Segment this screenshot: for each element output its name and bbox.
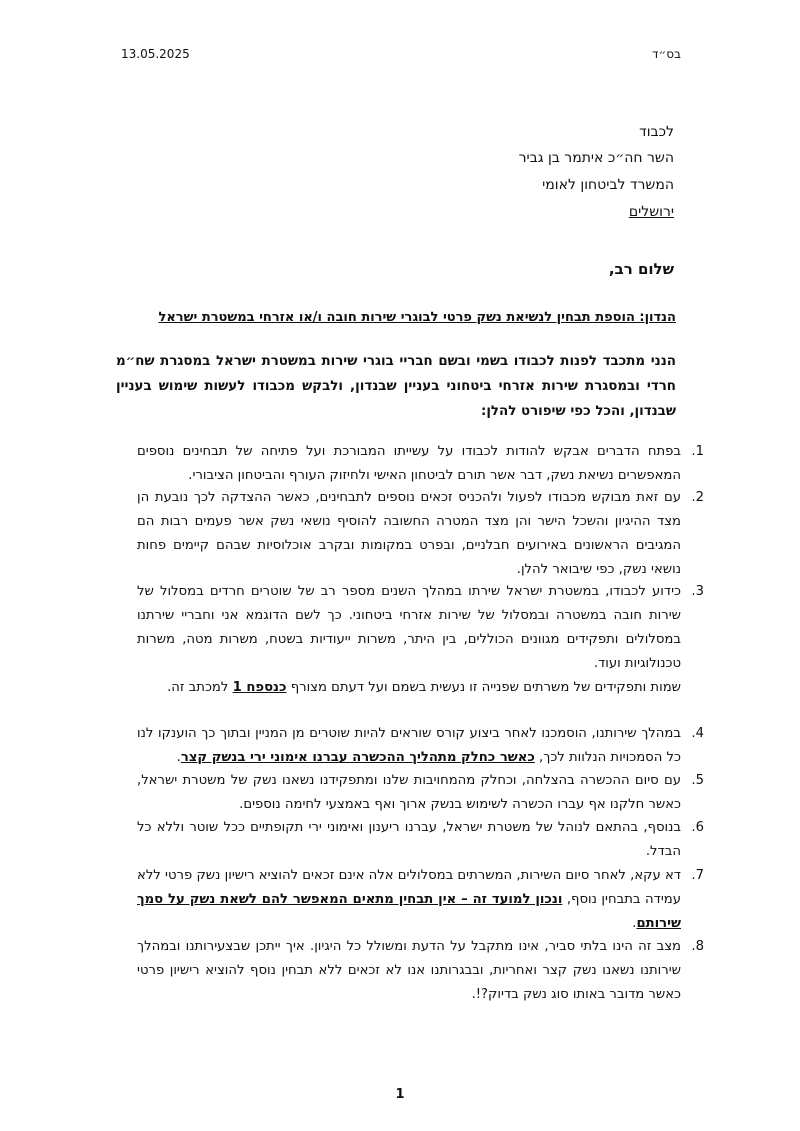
letter-date: 13.05.2025 bbox=[121, 47, 190, 61]
item-number: 5. bbox=[691, 773, 704, 788]
address-line-1: לכבוד bbox=[639, 124, 674, 140]
item-text-emphasis: ונכון למועד זה – אין תבחין מתאים המאפשר להם לשאת נשק על סמך שירותם bbox=[137, 892, 681, 931]
list-item bbox=[137, 440, 704, 488]
annex-link: כנספח 1 bbox=[232, 680, 287, 695]
list-item bbox=[137, 769, 704, 817]
item-text: כידוע לכבודו, במשטרת ישראל שירתו במהלך השנים מספר רב של שוטרים חרדים במסלול של שירות חובה במשטרה ובמסלול של שירות אזרחי ביטחוני. כך לשם הדוגמא אני וחבריי שירתנו במסלולים ותפקידים מגוונים הכוללים, בין היתר, משרות ייעודיות בשטח, משרות מטה, משרות טכנולוגיות ועוד. bbox=[137, 584, 681, 671]
annex-before: שמות ותפקידים של משרתים שפנייה זו נעשית בשמם ועל דעתם מצורף bbox=[286, 680, 681, 695]
item-number: 2. bbox=[691, 490, 704, 505]
list-item bbox=[137, 935, 704, 1007]
annex-after: למכתב זה. bbox=[167, 680, 233, 695]
intro-paragraph: הנני מתכבד לפנות לכבודו בשמי ובשם חבריי בוגרי שירות במשטרת ישראל במסגרת שח״מ חרדי ובמסגרת שירות אזרחי ביטחוני בעניין שבנדון, ולבקש מכבודו לעשות שימוש בעניין שבנדון, והכל כפי שיפורט להלן: bbox=[116, 354, 676, 419]
list-item bbox=[137, 816, 704, 864]
list-item bbox=[137, 722, 704, 770]
item-text-emphasis: כאשר כחלק מתהליך ההכשרה עברנו אימוני ירי בנשק קצר bbox=[180, 750, 535, 765]
item-text: עם זאת מבוקש מכבודו לפעול ולהכניס זכאים נוספים לתבחינים, כאשר ההצדקה לכך נובעת הן מצד ההיגיון והשכל הישר והן מצד המטרה החשובה להוסיף נושאי נשק אשר פעמים רבות הם המגיבים הראשונים באירועים חבלניים, ובפרט במקומות ובקרב אוכלוסיות שבהם קיימים פחות נושאי נשק, כפי שיבואר להלן. bbox=[137, 490, 681, 577]
address-line-4: ירושלים bbox=[628, 204, 674, 220]
item-text: בפתח הדברים אבקש להודות לכבודו על עשייתו המבורכת ועל פתיחה של תבחינים נוספים המאפשרים נשיאת נשק, דבר אשר תורם לביטחון האישי ולחיזוק העורף והביטחון הציבורי. bbox=[137, 444, 681, 483]
item-text: עם סיום ההכשרה בהצלחה, וכחלק מהמחויבות שלנו ומתפקידנו נשאנו נשק של משטרת ישראל, כאשר חלקנו אף עברו הכשרה לשימוש בנשק ארוך ואף באמצעי לחימה נוספים. bbox=[137, 773, 681, 812]
address-line-3: המשרד לביטחון לאומי bbox=[542, 177, 674, 193]
item-number: 3. bbox=[691, 584, 704, 599]
list-item bbox=[137, 864, 704, 936]
list-item bbox=[137, 580, 704, 676]
item-number: 4. bbox=[691, 726, 704, 741]
address-line-2: השר חה״כ איתמר בן גביר bbox=[518, 150, 674, 166]
item-number: 6. bbox=[691, 820, 704, 835]
bsd-header: בס״ד bbox=[651, 47, 681, 61]
item-text: מצב זה הינו בלתי סביר, אינו מתקבל על הדעת ומשולל כל היגיון. איך ייתכן שבצעירותנו ובמהלך שירותנו נשאנו נשק קצר ואחריות, ובבגרותנו אנו לא זכאים ללא תבחין נוסף להוציא רישיון פרטי כאשר מדובר באותו סוג נשק בדיוק?!. bbox=[137, 939, 681, 1002]
item-text-part: . bbox=[632, 916, 637, 931]
item-text-part: במהלך שירותנו, הוסמכנו לאחר ביצוע קורס שוראים להיות שוטרים מן המניין ובתוך כך הוענקו לנו כל הסמכויות הנלוות לכך, bbox=[137, 726, 681, 765]
item-text bbox=[137, 864, 681, 936]
item-text-part: . bbox=[176, 750, 181, 765]
item-text bbox=[137, 722, 681, 770]
item-text-part: דא עקא, לאחר סיום השירות, המשרתים במסלולים אלה אינם זכאים להוציא רישיון נשק פרטי ללא עמידה בתבחין נוסף, bbox=[137, 868, 681, 907]
item-text: בנוסף, בהתאם לנוהל של משטרת ישראל, עברנו ריענון ואימוני ירי תקופתיים ככל שוטר וללא כל הבדל. bbox=[137, 820, 681, 859]
page-number: 1 bbox=[395, 1087, 405, 1102]
list-item bbox=[137, 486, 704, 582]
item-number: 8. bbox=[691, 939, 704, 954]
annex-note bbox=[121, 676, 681, 700]
subject-line: הנדון: הוספת תבחין לנשיאת נשק פרטי לבוגרי שירות חובה ו/או אזרחי במשטרת ישראל bbox=[158, 310, 676, 325]
greeting: שלום רב, bbox=[608, 260, 674, 278]
item-number: 1. bbox=[691, 444, 704, 459]
item-number: 7. bbox=[691, 868, 704, 883]
